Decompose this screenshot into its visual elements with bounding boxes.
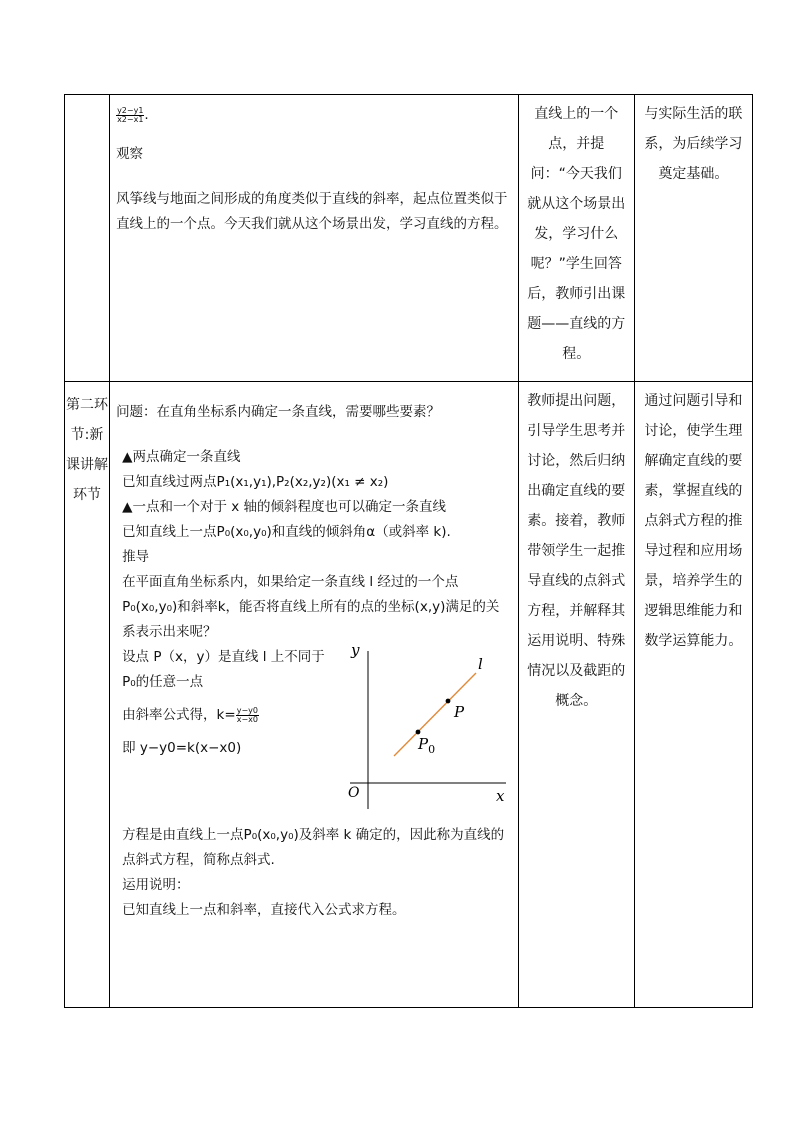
fraction-numerator: y2−y1	[117, 105, 144, 115]
line-label: l	[478, 655, 483, 673]
observe-heading: 观察	[116, 146, 144, 162]
design-intent-cell	[634, 95, 752, 382]
table-row	[65, 382, 753, 1008]
point-p	[446, 699, 451, 704]
derivation-with-graph	[116, 641, 512, 823]
result-equation: 即 y−y0=k(x−x0)	[122, 740, 242, 756]
point-p0	[416, 730, 421, 735]
slope-formula	[116, 703, 336, 728]
p0-letter: P	[418, 735, 429, 753]
conclusion-text: 方程是由直线上一点P₀(x₀,y₀)及斜率 k 确定的，因此称为直线的点斜式方程，简称点斜式.	[122, 827, 505, 868]
slope-denominator: x−x0	[236, 714, 258, 724]
teacher-activity-cell	[518, 382, 634, 1008]
assume-text: 设点 P（x，y）是直线 l 上不同于P₀的任意一点	[122, 649, 325, 690]
p0-label	[417, 735, 435, 756]
derivation-steps	[116, 645, 336, 761]
slope-fraction	[116, 107, 144, 124]
teacher-activity-text: 直线上的一个点，并提问：“今天我们就从这个场景出发，学习什么呢？”学生回答后，教师引出课题——直线的方程。	[527, 106, 626, 362]
slope-numerator: y−y0	[236, 705, 258, 715]
stage-label: 第二环节:新课讲解环节	[66, 397, 109, 503]
coordinate-graph	[338, 641, 518, 813]
x-axis-label: x	[496, 787, 505, 805]
slope-formula-fraction	[236, 707, 259, 724]
slope-formula-label: 由斜率公式得，k=	[122, 707, 236, 723]
design-intent-text: 与实际生活的联系，为后续学习奠定基础。	[644, 106, 743, 182]
usage-title: 运用说明：	[122, 877, 190, 893]
point2-title: ▲一点和一个对于 x 轴的倾斜程度也可以确定一条直线	[122, 499, 447, 515]
y-axis-label: y	[351, 641, 360, 659]
teacher-activity-cell	[518, 95, 634, 382]
derive-text: 在平面直角坐标系内，如果给定一条直线 l 经过的一个点P₀(x₀,y₀)和斜率k，能否将直线上所有的点的坐标(x,y)满足的关系表示出来呢？	[122, 574, 500, 640]
intro-paragraph: 风筝线与地面之间形成的角度类似于直线的斜率，起点位置类似于直线上的一个点。今天我们就从这个场景出发，学习直线的方程。	[116, 191, 508, 232]
point1-text: 已知直线过两点P₁(x₁,y₁),P₂(x₂,y₂)(x₁ ≠ x₂)	[122, 474, 389, 490]
lesson-plan-table	[64, 94, 753, 1008]
fraction-denominator: x2−x1	[117, 114, 144, 124]
design-intent-text: 通过问题引导和讨论，使学生理解确定直线的要素，掌握直线的点斜式方程的推导过程和应用场景，培养学生的逻辑思维能力和数学运算能力。	[644, 393, 743, 649]
design-intent-cell	[634, 382, 752, 1008]
p0-subscript: 0	[428, 743, 436, 756]
content-cell	[110, 95, 519, 382]
stage-cell-empty	[65, 95, 110, 382]
fraction-tail: .	[144, 107, 149, 123]
origin-label: O	[348, 785, 360, 801]
p-label: P	[454, 703, 465, 721]
point2-text: 已知直线上一点P₀(x₀,y₀)和直线的倾斜角α（或斜率 k).	[122, 524, 451, 540]
teacher-activity-text: 教师提出问题，引导学生思考并讨论，然后归纳出确定直线的要素。接着，教师带领学生一起推导直线的点斜式方程，并解释其运用说明、特殊情况以及截距的概念。	[527, 393, 626, 709]
table-row	[65, 95, 753, 382]
stage-cell	[65, 382, 110, 1008]
derive-heading: 推导	[122, 549, 150, 565]
usage-text: 已知直线上一点和斜率，直接代入公式求方程。	[122, 902, 406, 918]
question-text: 问题：在直角坐标系内确定一条直线，需要哪些要素？	[116, 404, 441, 420]
content-cell	[110, 382, 519, 1008]
point1-title: ▲两点确定一条直线	[122, 449, 241, 465]
